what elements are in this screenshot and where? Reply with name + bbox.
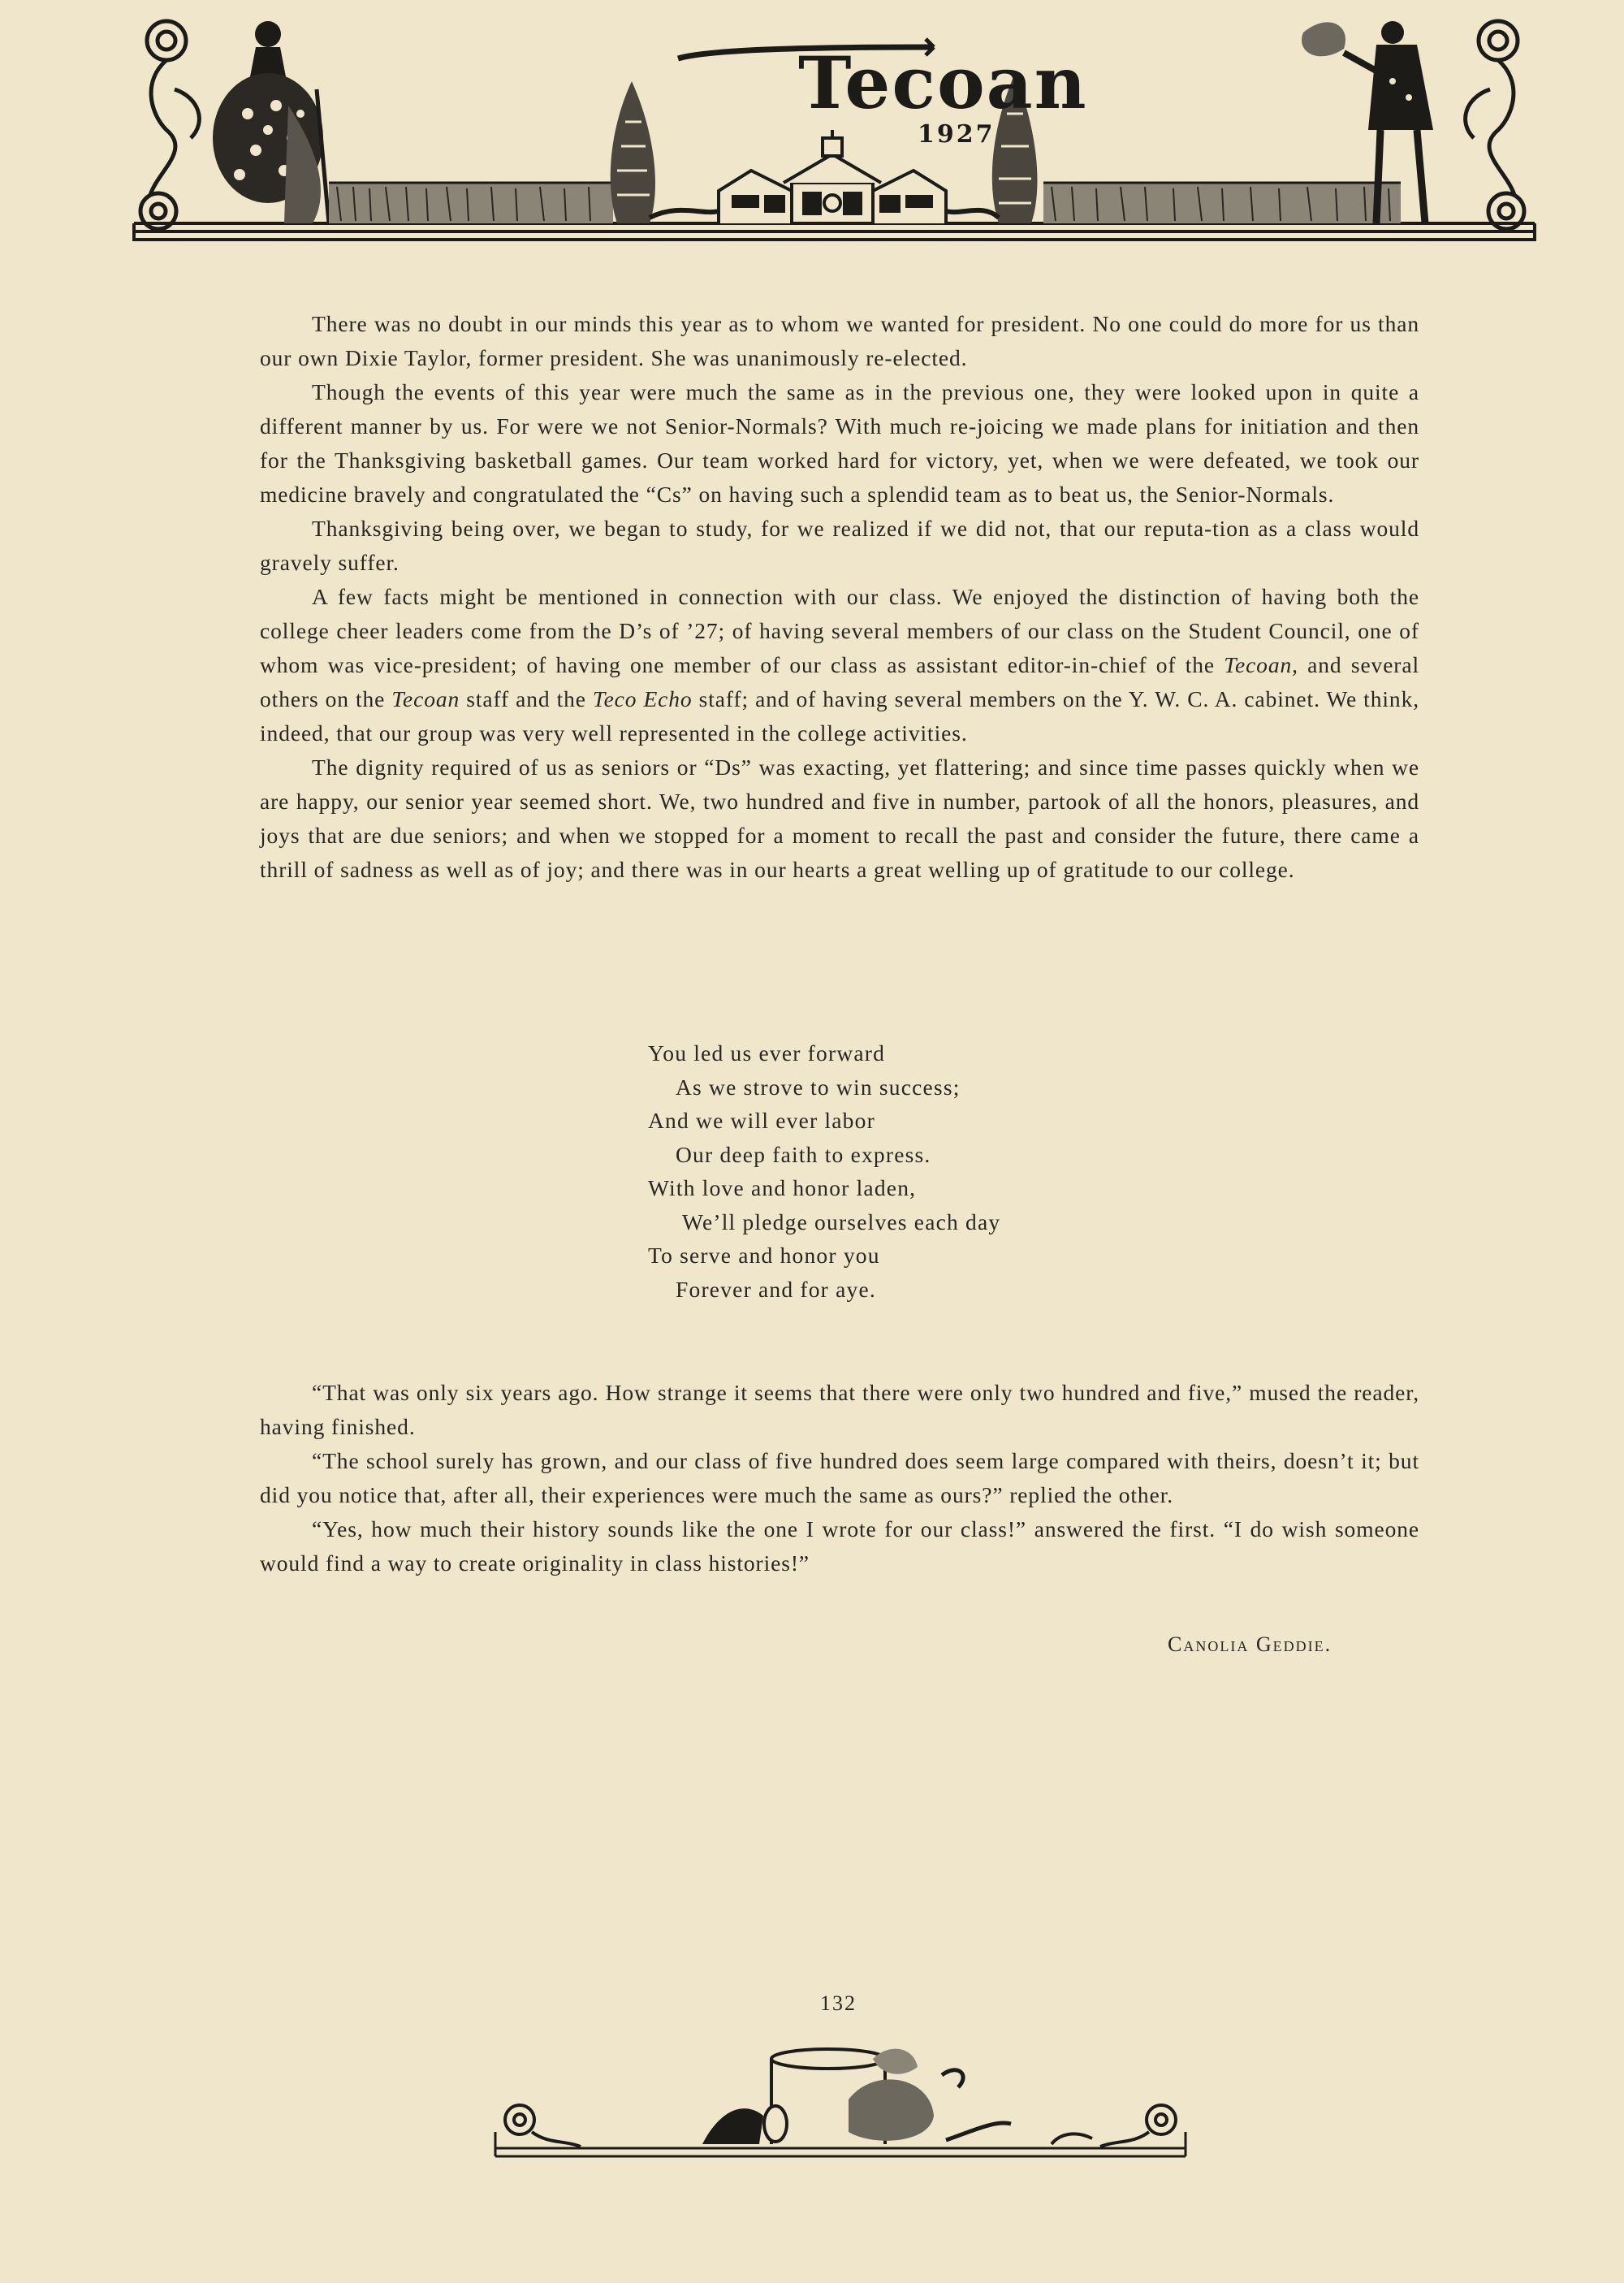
- poem-line: As we strove to win success;: [676, 1074, 961, 1100]
- class-history-text: [260, 307, 1419, 887]
- left-scroll-ornament: [140, 21, 199, 229]
- author-signature: Canolia Geddie.: [1168, 1632, 1332, 1656]
- header-banner: [126, 8, 1543, 248]
- footer-illustration: [491, 2043, 1190, 2164]
- poem-line: To serve and honor you: [648, 1243, 880, 1268]
- page-number: 132: [820, 1991, 857, 2015]
- poem-line: You led us ever forward: [648, 1040, 886, 1066]
- activities-text-3: staff and the: [460, 686, 593, 711]
- footer-ornament: [491, 2043, 1190, 2164]
- paragraph-president: There was no doubt in our minds this year as to whom we wanted for president. No one could do more for us than our own Dixie Taylor, former president. She was unanimously re-elected.: [260, 311, 1419, 370]
- teco-echo-name: Teco Echo: [592, 686, 693, 711]
- poem-line: Our deep faith to express.: [676, 1141, 931, 1167]
- activities-text-4: staff; and of having several members on the Y. W. C. A. cabinet. We think, indeed, that our group was very well represented in the college activities.: [260, 686, 1419, 746]
- poem-line: Forever and for aye.: [676, 1276, 876, 1302]
- footer-right-scroll-icon: [1100, 2105, 1176, 2147]
- fan-icon: [702, 2106, 787, 2144]
- college-building: [719, 130, 946, 223]
- poem-line: With love and honor laden,: [648, 1175, 917, 1200]
- activities-text-1: A few facts might be mentioned in connection with our class. We enjoyed the distinction of having both the college cheer leaders come from the D’s of ’27; of having several members of our class on the Student Council, one of whom was vice-president; of having one member of our class as assistant editor-in-chief of the: [260, 584, 1419, 677]
- right-hedge: [1043, 183, 1401, 223]
- right-scroll-ornament: [1466, 21, 1524, 229]
- footer-left-scroll-icon: [505, 2105, 581, 2147]
- activities-text-2: and several others on the: [260, 652, 1420, 711]
- closing-paragraph: “The school surely has grown, and our class of five hundred does seem large compared with theirs, doesn’t it; but did you notice that, after all, their experiences were much the same as ours?” replied the other.: [260, 1448, 1419, 1507]
- poem-line: And we will ever labor: [648, 1108, 875, 1133]
- poem: [648, 1036, 1000, 1306]
- lady-figure: [213, 21, 329, 223]
- poem-line: We’ll pledge ourselves each day: [682, 1209, 1001, 1234]
- closing-paragraph: “Yes, how much their history sounds like the one I wrote for our class!” answered the first. “I do wish someone would find a way to create originality in class histories!”: [260, 1516, 1419, 1576]
- left-tree: [611, 81, 655, 223]
- paragraph-activities: [260, 580, 1419, 750]
- paragraph-dignity: The dignity required of us as seniors or “Ds” was exacting, yet flattering; and since time passes quickly when we are happy, our senior year seemed short. We, two hundred and five in number, partook of all the honors, pleasures, and joys that are due seniors; and when we stopped for a moment to recall the past and consider the future, there came a thrill of sadness as well as of joy; and there was in our hearts a great welling up of gratitude to our college.: [260, 755, 1419, 882]
- closing-dialogue: [260, 1376, 1419, 1580]
- paragraph-senior-normals: Though the events of this year were much the same as in the previous one, they were looked upon in quite a different manner by us. For were we not Senior-Normals? With much re-joicing we made plans for initiation and then for the Thanksgiving basketball games. Our team worked hard for victory, yet, when we were defeated, we took our medicine bravely and congratulated the “Cs” on having such a splendid team as to beat us, the Senior-Normals.: [260, 379, 1419, 507]
- yearbook-year: 1927: [918, 120, 996, 149]
- tecoan-name-2: Tecoan: [391, 686, 460, 711]
- yearbook-title: Tecoan: [798, 41, 1088, 125]
- closing-paragraph: “That was only six years ago. How strange it seems that there were only two hundred and five,” mused the reader, having finished.: [260, 1380, 1419, 1439]
- paragraph-thanksgiving: Thanksgiving being over, we began to study, for we realized if we did not, that our reputa-tion as a class would gravely suffer.: [260, 516, 1419, 575]
- tecoan-name-1: Tecoan,: [1224, 652, 1298, 677]
- left-hedge: [329, 183, 613, 223]
